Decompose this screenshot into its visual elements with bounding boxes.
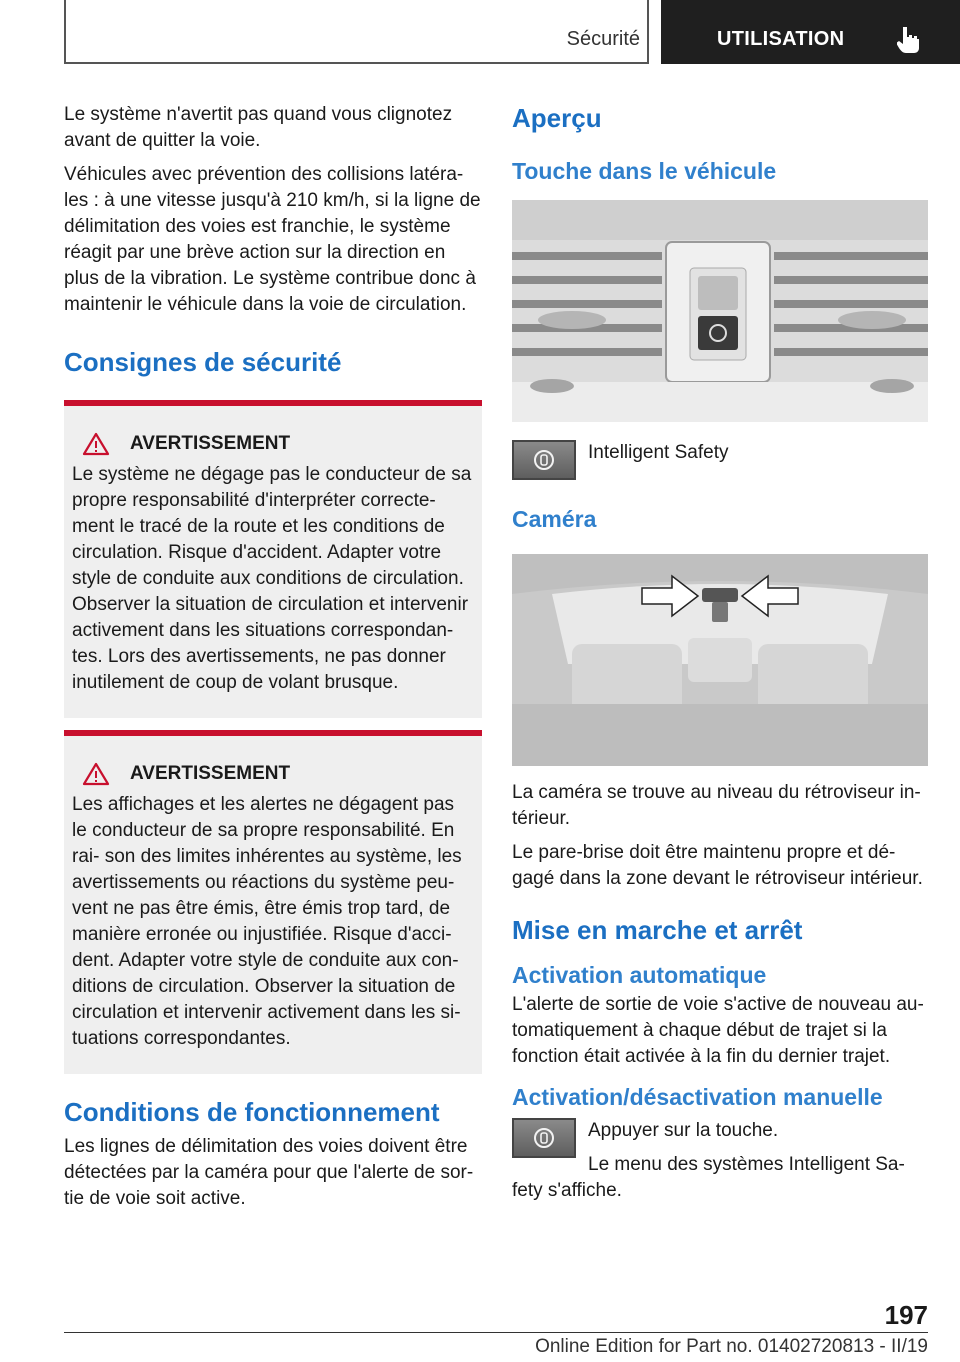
heading-safety: Consignes de sécurité <box>64 347 342 377</box>
camera-photo <box>512 554 928 766</box>
manual-step-1: Appuyer sur la touche. <box>588 1120 779 1141</box>
button-legend-row <box>512 440 928 480</box>
paragraph-vehicle-prevention: Véhicules avec prévention des collisions latéra- les : à une vitesse jusqu'à 210 km/h, si la ligne de délimitation des voies est franchie, le système réagit par une brève action sur la direction en plus de la vibration. Le système contribue donc à maintenir le véhicule dans la voie de circulation. <box>64 164 481 315</box>
page-number: 197 <box>884 1300 928 1330</box>
warning-box-1 <box>64 400 482 718</box>
right-column <box>512 102 928 1212</box>
warning-2-text: Les affichages et les alertes ne dégagent pas le conducteur de sa propre responsabilité. En rai- son des limites inhérentes au système, les avertissements ou réactions du système peu- vent ne pas être émis, être émis trop tard, de manière erronée ou injustifiée. Risque d'acci- dent. Adapter votre style de conduite aux con- ditions de circulation. Observer la situation de circulation et intervenir activement dans les si- tuations correspondantes. <box>72 794 462 1049</box>
warning-triangle-icon <box>82 432 110 456</box>
manual-step-2: Le menu des systèmes Intelligent Sa- fety s'affiche. <box>512 1154 905 1201</box>
vehicle-button-photo <box>512 200 928 422</box>
header-rule-bottom <box>64 62 648 64</box>
warning-2-title: AVERTISSEMENT <box>130 763 291 784</box>
heading-manual-activation: Activation/désactivation manuelle <box>512 1084 883 1110</box>
camera-paragraph-2: Le pare-brise doit être maintenu propre et dé- gagé dans la zone devant le rétroviseur intérieur. <box>512 842 923 889</box>
footer-rule <box>64 1332 928 1333</box>
intelligent-safety-button[interactable] <box>512 440 576 480</box>
intelligent-safety-icon <box>533 449 555 471</box>
header-rule-right <box>647 0 649 64</box>
car-interior-illustration <box>512 554 928 766</box>
heading-camera: Caméra <box>512 506 597 532</box>
camera-paragraph-1: La caméra se trouve au niveau du rétroviseur in- térieur. <box>512 782 921 829</box>
heading-conditions: Conditions de fonctionnement <box>64 1097 440 1127</box>
paragraph-conditions: Les lignes de délimitation des voies doivent être détectées par la caméra pour que l'alerte de sor- tie de voie soit active. <box>64 1136 474 1209</box>
paragraph-signal-note: Le système n'avertit pas quand vous clignotez avant de quitter la voie. <box>64 104 453 151</box>
header-chapter-tab[interactable] <box>661 0 960 64</box>
footer-edition: Online Edition for Part no. 01402720813 - II/19 <box>535 1336 928 1357</box>
auto-activation-text: L'alerte de sortie de voie s'active de nouveau au- tomatiquement à chaque début de trajet si la fonction était activée à la fin du dernier trajet. <box>512 994 924 1067</box>
warning-box-2 <box>64 730 482 1074</box>
intelligent-safety-icon <box>533 1127 555 1149</box>
intelligent-safety-button[interactable] <box>512 1118 576 1158</box>
header-section-title: Sécurité <box>566 28 640 50</box>
warning-1-title: AVERTISSEMENT <box>130 433 291 454</box>
heading-button-in-vehicle: Touche dans le véhicule <box>512 158 777 184</box>
warning-1-text: Le système ne dégage pas le conducteur de sa propre responsabilité d'interpréter correcte- ment le tracé de la route et les conditions de circulation. Risque d'accident. Adapter votre style de conduite aux conditions de circulation. Observer la situation de circulation et intervenir activement dans les situations correspondan- tes. Lors des avertissements, ne pas donner inutilement de coup de volant brusque. <box>72 464 472 693</box>
dashboard-vent-illustration <box>512 200 928 422</box>
left-column <box>64 102 482 1220</box>
header-chapter-label: UTILISATION <box>717 28 845 50</box>
heading-overview: Aperçu <box>512 103 602 133</box>
button-label: Intelligent Safety <box>588 442 729 463</box>
heading-on-off: Mise en marche et arrêt <box>512 915 803 945</box>
warning-triangle-icon <box>82 762 110 786</box>
heading-auto-activation: Activation automatique <box>512 962 767 988</box>
hand-pointer-icon <box>897 25 923 53</box>
header-rule-left <box>64 0 66 64</box>
